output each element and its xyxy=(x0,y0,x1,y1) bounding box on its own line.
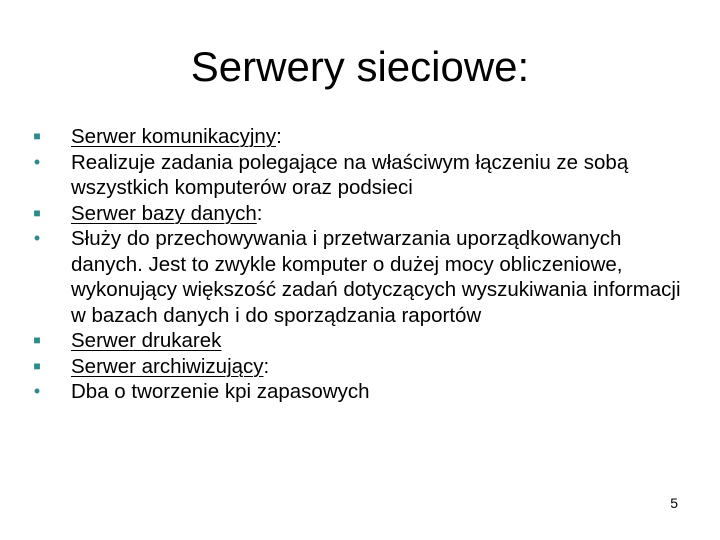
item-suffix: : xyxy=(276,125,282,148)
item-suffix: : xyxy=(256,201,263,225)
item-text: Służy do przechowywania i przetwarzania uporządkowanych danych. Jest to zwykle komputer o dużej mocy obliczeniowe, wykonujący większość zadań dotyczących wyszukiwania informacji w bazach danych i do sporządzania raportów xyxy=(71,227,681,327)
bullet-item-serwer-bazy-danych xyxy=(30,201,690,227)
slide-title: Serwery sieciowe: xyxy=(190,43,530,90)
bullet-item-serwer-archiwizujacy xyxy=(30,354,690,380)
bullet-item-serwer-komunikacyjny xyxy=(30,124,690,150)
square-bullet-icon: ■ xyxy=(33,358,41,373)
item-suffix: : xyxy=(263,354,270,378)
page-number: 5 xyxy=(670,495,678,511)
item-text: Realizuje zadania polegające na właściwym łączeniu ze sobą wszystkich komputerów oraz podsieci xyxy=(71,150,629,199)
bullet-item-serwer-drukarek xyxy=(30,328,690,354)
item-text: Dba o tworzenie kpi zapasowych xyxy=(71,380,370,403)
bullet-item-description xyxy=(30,379,690,405)
square-bullet-icon: ■ xyxy=(33,129,41,143)
round-bullet-icon: • xyxy=(33,381,41,401)
round-bullet-icon: • xyxy=(33,151,41,172)
round-bullet-icon: • xyxy=(33,228,41,248)
square-bullet-icon: ■ xyxy=(33,333,41,347)
link-serwer-archiwizujacy[interactable]: Serwer archiwizujący xyxy=(71,354,264,378)
bullet-item-description xyxy=(30,150,690,201)
link-serwer-bazy-danych[interactable]: Serwer bazy danych xyxy=(71,201,257,225)
link-serwer-komunikacyjny[interactable]: Serwer komunikacyjny xyxy=(71,125,277,148)
bullet-list xyxy=(30,124,690,405)
link-serwer-drukarek[interactable]: Serwer drukarek xyxy=(71,329,222,352)
bullet-item-description xyxy=(30,226,690,328)
square-bullet-icon: ■ xyxy=(33,205,41,220)
